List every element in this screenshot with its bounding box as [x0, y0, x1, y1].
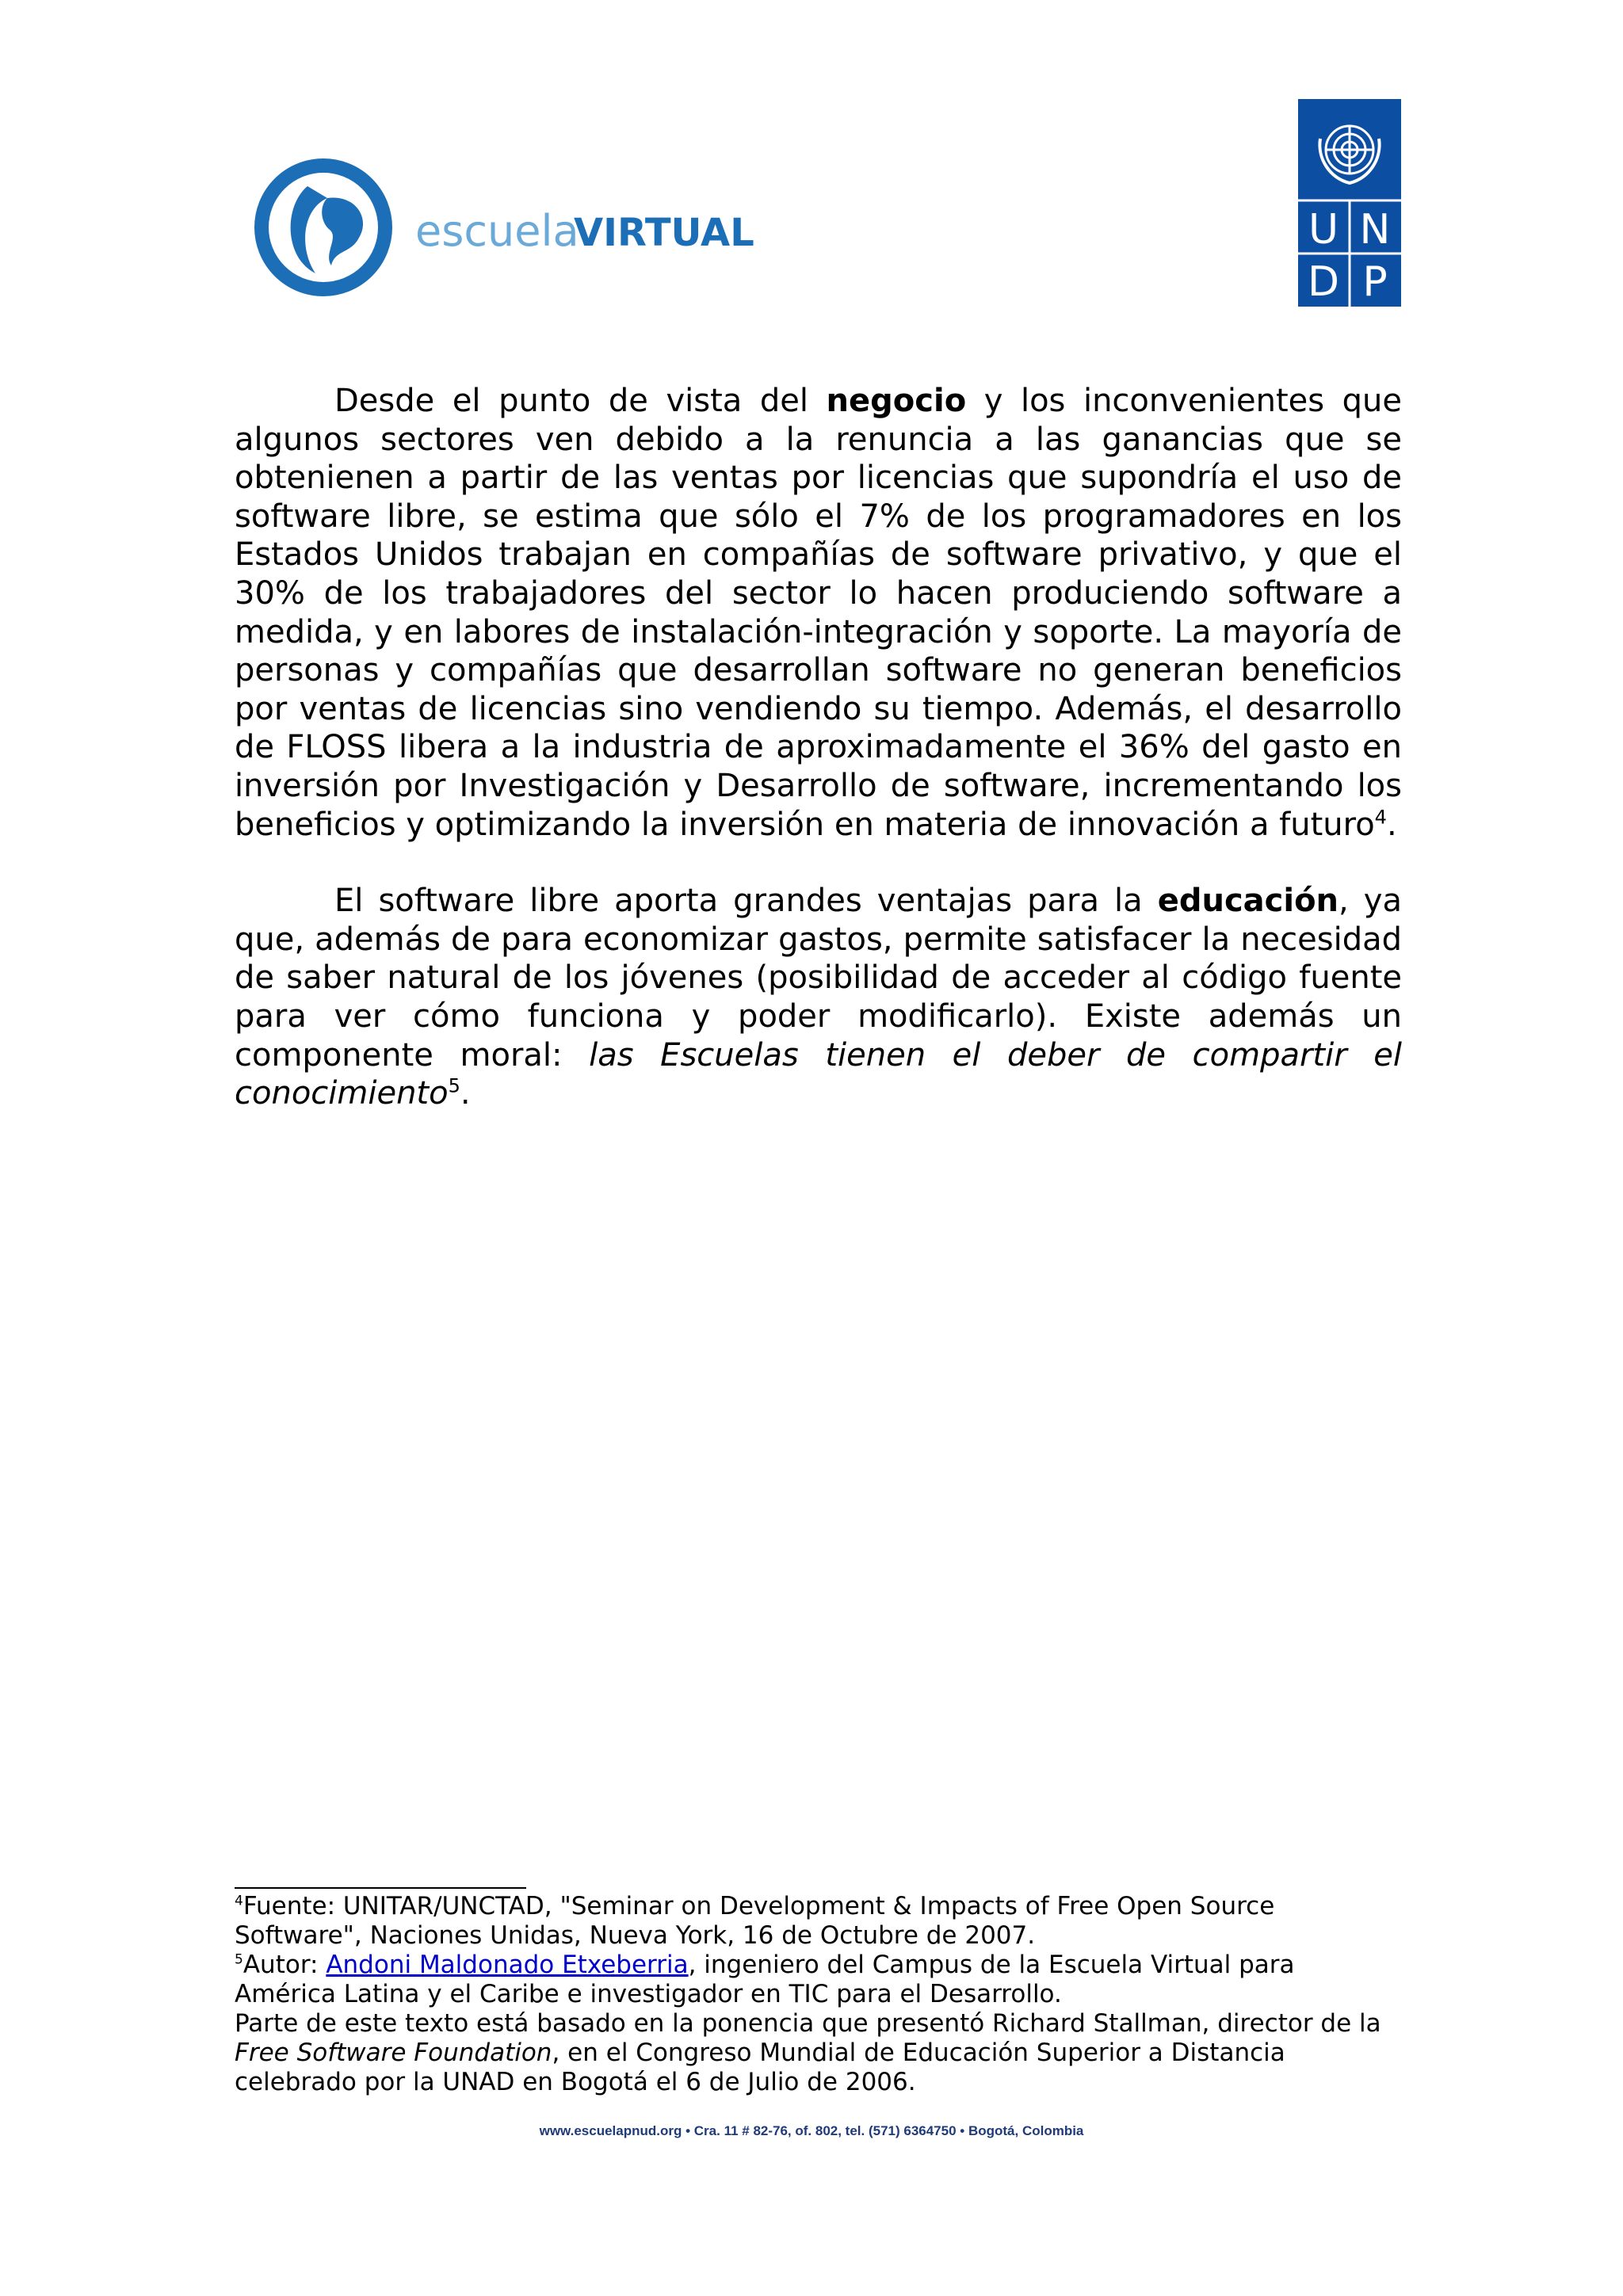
undp-letter-n: N: [1359, 206, 1391, 254]
paragraph-text: El software libre aporta grandes ventajas para la: [334, 883, 1158, 920]
document-body: [235, 382, 1402, 1113]
undp-letter-p: P: [1362, 258, 1388, 306]
footnote-text: , ingeniero del Campus de la Escuela Virtual para América Latina y el Caribe e investigador en TIC para el Desarrollo.: [235, 1951, 1295, 2008]
footnotes: [235, 1892, 1402, 2097]
paragraph-text: y los inconvenientes que algunos sectores ven debido a la renuncia a las ganancias que se obtenienen a partir de las ventas por licencias que supondría el uso de software libre, se estima que sólo el 7% de los programadores en los Estados Unidos trabajan en compañías de software privativo, y que el 30% de los trabajadores del sector lo hacen produciendo software a medida, y en labores de instalación-integración y soporte. La mayoría de personas y compañías que desarrollan software no generan beneficios por ventas de licencias sino vendiendo su tiempo. Además, el desarrollo de FLOSS libera a la industria de aproximadamente el 36% del gasto en inversión por Investigación y Desarrollo de software, incrementando los beneficios y optimizando la inversión en materia de innovación a futuro: [235, 383, 1402, 843]
footnote-mark: 5: [235, 1951, 243, 1968]
footnote-text: Autor:: [242, 1951, 327, 1979]
paragraph-education: [235, 882, 1402, 1113]
paragraph-text: .: [1386, 806, 1397, 843]
escuela-virtual-emblem-icon: [262, 166, 385, 289]
bold-term-educacion: educación: [1157, 883, 1339, 920]
paragraph-text: , ya que, además de para economizar gastos, permite satisfacer la necesidad de saber natural de los jóvenes (posibilidad de acceder al código fuente para ver cómo funciona y poder modificarlo). Existe además un componente moral:: [235, 883, 1402, 1074]
footnote-separator: [235, 1887, 526, 1889]
footnote-5: [235, 1951, 1402, 2009]
undp-logo: [1298, 99, 1401, 307]
bold-term-negocio: negocio: [826, 383, 967, 419]
escuela-logo-text-light: escuela: [415, 206, 579, 256]
footnote-text: Parte de este texto está basado en la ponencia que presentó Richard Stallman, director de la: [235, 2009, 1381, 2038]
footnote-italic: Free Software Foundation: [235, 2039, 552, 2067]
undp-letter-u: U: [1308, 206, 1339, 254]
footnote-ref-4[interactable]: 4: [1374, 806, 1387, 829]
paragraph-business: [235, 382, 1402, 844]
footnote-5-continued: [235, 2009, 1402, 2097]
page-footer-address: www.escuelapnud.org • Cra. 11 # 82-76, of. 802, tel. (571) 6364750 • Bogotá, Colombia: [539, 2123, 1084, 2138]
italic-quote: las Escuelas tienen el deber de compartir el conocimiento: [235, 1036, 1402, 1112]
escuela-logo-text-bold: VIRTUAL: [574, 211, 754, 255]
author-link[interactable]: Andoni Maldonado Etxeberria: [326, 1951, 689, 1979]
footnote-ref-5[interactable]: 5: [448, 1074, 460, 1097]
undp-letter-d: D: [1307, 258, 1340, 306]
escuela-virtual-logo: [252, 162, 754, 297]
footnote-text: , en el Congreso Mundial de Educación Superior a Distancia celebrado por la UNAD en Bogotá el 6 de Julio de 2006.: [235, 2039, 1285, 2096]
footnote-mark: 4: [235, 1893, 243, 1909]
paragraph-text: Desde el punto de vista del: [334, 383, 827, 419]
footnote-4: [235, 1892, 1402, 1951]
paragraph-text: .: [460, 1075, 471, 1112]
footnote-text: Fuente: UNITAR/UNCTAD, "Seminar on Development & Impacts of Free Open Source Software", Naciones Unidas, Nueva York, 16 de Octubre de 2007.: [235, 1892, 1275, 1950]
